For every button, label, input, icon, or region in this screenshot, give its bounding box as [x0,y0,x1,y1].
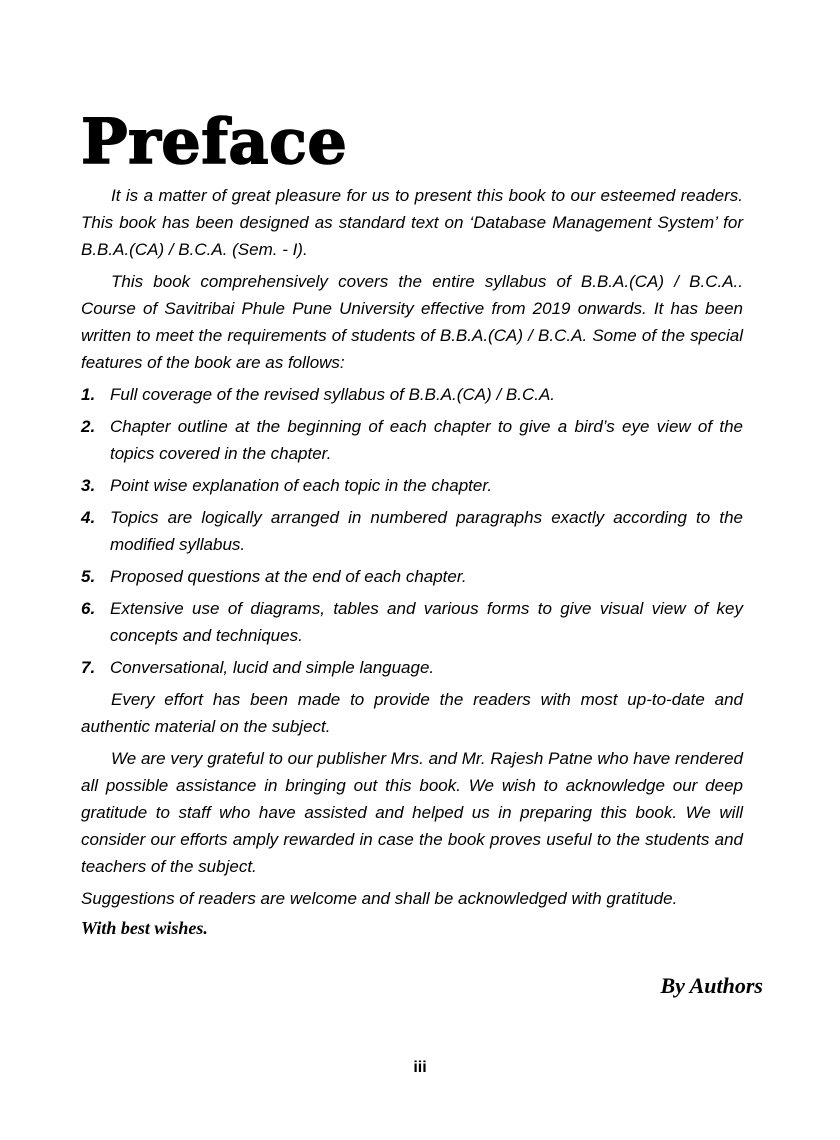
list-item [81,472,743,499]
list-item-text: Conversational, lucid and simple language. [110,658,435,677]
list-item [81,595,743,649]
closing-paragraph-1: Every effort has been made to provide the readers with most up-to-date and authentic material on the subject. [81,690,743,736]
page-number: iii [413,1059,427,1076]
list-item [81,504,743,558]
preface-page [81,105,743,942]
list-item [81,563,743,590]
list-item-number: 4. [81,508,96,527]
list-item [81,413,743,467]
suggestions-line: Suggestions of readers are welcome and shall be acknowledged with gratitude. [81,889,678,908]
list-item-number: 7. [81,658,96,677]
closing-paragraph-2: We are very grateful to our publisher Mrs. and Mr. Rajesh Patne who have rendered all possible assistance in bringing out this book. We wish to acknowledge our deep gratitude to staff who have assisted and helped us in preparing this book. We will consider our efforts amply rewarded in case the book proves useful to the students and teachers of the subject. [81,749,743,876]
intro-paragraph-2: This book comprehensively covers the entire syllabus of B.B.A.(CA) / B.C.A.. Course of Savitribai Phule Pune University effective from 2019 onwards. It has been written to meet the requirements of students of B.B.A.(CA) / B.C.A. Some of the special features of the book are as follows: [81,272,743,372]
list-item-number: 2. [81,417,96,436]
list-item-text: Point wise explanation of each topic in the chapter. [110,476,493,495]
intro-paragraph-1: It is a matter of great pleasure for us to present this book to our esteemed readers. This book has been designed as standard text on ‘Database Management System’ for B.B.A.(CA) / B.C.A. (Sem. - I). [81,186,743,259]
best-wishes: With best wishes. [81,918,208,938]
list-item-number: 6. [81,599,96,618]
list-item [81,381,743,408]
list-item-number: 5. [81,567,96,586]
list-item-text: Extensive use of diagrams, tables and various forms to give visual view of key concepts and techniques. [110,599,743,645]
list-item-number: 3. [81,476,96,495]
features-list [81,381,743,681]
page-title: Preface [81,105,348,178]
list-item-number: 1. [81,385,96,404]
list-item-text: Chapter outline at the beginning of each chapter to give a bird’s eye view of the topics covered in the chapter. [110,417,743,463]
list-item [81,654,743,681]
list-item-text: Full coverage of the revised syllabus of B.B.A.(CA) / B.C.A. [110,385,556,404]
author-signature: By Authors [660,973,763,998]
list-item-text: Proposed questions at the end of each chapter. [110,567,467,586]
list-item-text: Topics are logically arranged in numbered paragraphs exactly according to the modified syllabus. [110,508,743,554]
